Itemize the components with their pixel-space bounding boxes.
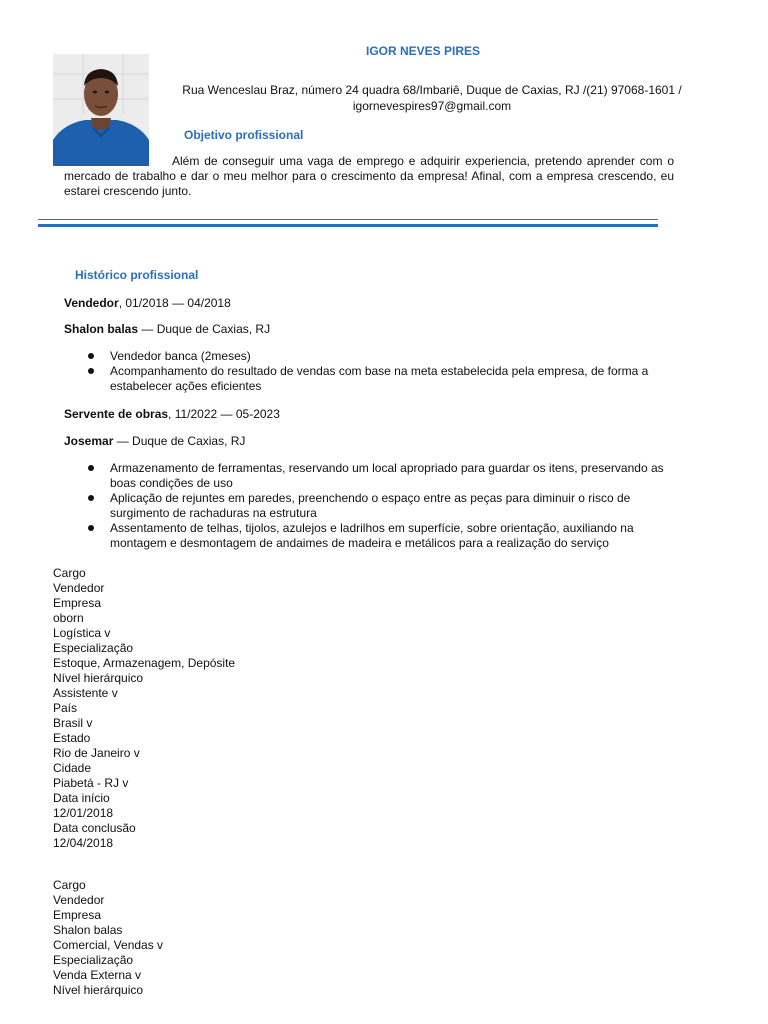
- bullet-icon: [88, 495, 94, 501]
- job-company-line: [64, 434, 245, 448]
- detail-line: Brasil v: [53, 716, 93, 730]
- detail-line: Cargo: [53, 878, 86, 892]
- job-duties-list: [86, 461, 666, 551]
- detail-line: Comercial, Vendas v: [53, 938, 164, 952]
- job-company: Josemar: [64, 434, 114, 448]
- detail-line: Empresa: [53, 908, 102, 922]
- detail-line: Shalon balas: [53, 923, 123, 937]
- job-role: Servente de obras: [64, 407, 169, 421]
- detail-line: Nível hierárquico: [53, 983, 144, 997]
- detail-line: Assistente v: [53, 686, 118, 700]
- detail-line: Piabetá - RJ v: [53, 776, 129, 790]
- job-location: — Duque de Caxias, RJ: [138, 322, 271, 336]
- divider-thick: [38, 224, 658, 227]
- job-company-line: [64, 322, 270, 336]
- list-item: Acompanhamento do resultado de vendas com base na meta estabelecida pela empresa, de forma a estabelecer ações eficientes: [86, 364, 666, 394]
- detail-line: Cargo: [53, 566, 86, 580]
- objective-text: Além de conseguir uma vaga de emprego e adquirir experiencia, pretendo aprender com o mercado de trabalho e dar o meu melhor para o crescimento da empresa! Afinal, com a empresa crescendo, eu estarei crescendo junto.: [64, 154, 674, 198]
- detail-line: oborn: [53, 611, 84, 625]
- list-item: Aplicação de rejuntes em paredes, preenchendo o espaço entre as peças para diminuir o risco de surgimento de rachaduras na estrutura: [86, 491, 666, 521]
- bullet-icon: [88, 525, 94, 531]
- job-role: Vendedor: [64, 296, 119, 310]
- bullet-icon: [88, 353, 94, 359]
- job-period: , 11/2022 — 05-2023: [168, 407, 280, 421]
- detail-line: Especialização: [53, 953, 134, 967]
- detail-line: Data conclusão: [53, 821, 136, 835]
- objective-heading: Objetivo profissional: [184, 128, 304, 142]
- detail-line: 12/04/2018: [53, 836, 114, 850]
- bullet-icon: [88, 368, 94, 374]
- history-heading: Histórico profissional: [75, 268, 199, 282]
- detail-line: Estado: [53, 731, 91, 745]
- candidate-name: IGOR NEVES PIRES: [365, 44, 481, 58]
- detail-line: Estoque, Armazenagem, Depósite: [53, 656, 236, 670]
- list-item: Vendedor banca (2meses): [86, 349, 666, 364]
- list-item: Armazenamento de ferramentas, reservando um local apropriado para guardar os itens, preservando as boas condições de uso: [86, 461, 666, 491]
- detail-line: Data início: [53, 791, 110, 805]
- detail-line: Rio de Janeiro v: [53, 746, 140, 760]
- job-title-line: [64, 296, 231, 310]
- detail-line: Logística v: [53, 626, 111, 640]
- list-item: Assentamento de telhas, tijolos, azulejos e ladrilhos em superfície, sobre orientação, auxiliando na montagem e desmontagem de andaimes de madeira e metálicos para a realização do serviço: [86, 521, 666, 551]
- details-block-2: [53, 878, 163, 998]
- detail-line: Especialização: [53, 641, 134, 655]
- divider-thin: [38, 219, 658, 220]
- address-line: Rua Wenceslau Braz, número 24 quadra 68/Imbariê, Duque de Caxias, RJ /(21) 97068-1601 /: [182, 83, 682, 97]
- detail-line: Vendedor: [53, 893, 105, 907]
- detail-line: País: [53, 701, 78, 715]
- job-duties-list: [86, 349, 666, 394]
- detail-line: Vendedor: [53, 581, 105, 595]
- person-photo-icon: [53, 54, 149, 166]
- job-title-line: [64, 407, 280, 421]
- detail-line: Empresa: [53, 596, 102, 610]
- details-block-1: [53, 566, 235, 851]
- detail-line: Cidade: [53, 761, 92, 775]
- contact-info: [178, 82, 686, 114]
- job-company: Shalon balas: [64, 322, 139, 336]
- detail-line: Venda Externa v: [53, 968, 142, 982]
- detail-line: Nível hierárquico: [53, 671, 144, 685]
- detail-line: 12/01/2018: [53, 806, 114, 820]
- profile-photo: [53, 54, 149, 166]
- email-line: igornevespires97@gmail.com: [352, 99, 512, 113]
- job-period: , 01/2018 — 04/2018: [118, 296, 231, 310]
- job-location: — Duque de Caxias, RJ: [113, 434, 246, 448]
- bullet-icon: [88, 465, 94, 471]
